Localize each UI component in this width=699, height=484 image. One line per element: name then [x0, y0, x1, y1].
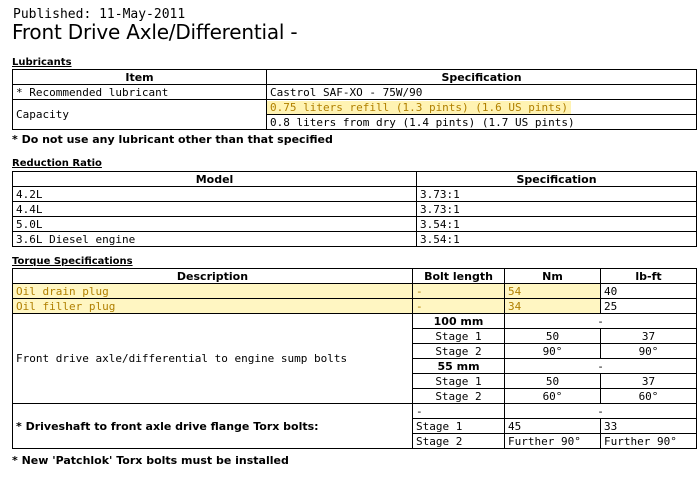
- cell-lbft: 37: [601, 374, 697, 389]
- cell-item: * Recommended lubricant: [13, 85, 267, 100]
- col-header-description: Description: [13, 269, 413, 284]
- cell-model: 4.4L: [13, 202, 417, 217]
- cell-nm: 45: [505, 419, 601, 434]
- cell-bolt-length: 55 mm: [413, 359, 505, 374]
- reduction-table: [12, 171, 697, 247]
- cell-model: 4.2L: [13, 187, 417, 202]
- cell-description: Oil drain plug: [13, 284, 413, 299]
- cell-model: 3.6L Diesel engine: [13, 232, 417, 247]
- table-row: [13, 299, 697, 314]
- cell-dash: -: [505, 359, 697, 374]
- lubricants-table: [12, 69, 697, 130]
- cell-nm: 60°: [505, 389, 601, 404]
- cell-spec: 3.73:1: [417, 187, 697, 202]
- cell-spec: 0.8 liters from dry (1.4 pints) (1.7 US pints): [267, 115, 697, 130]
- cell-stage: Stage 2: [413, 344, 505, 359]
- cell-nm: Further 90°: [505, 434, 601, 449]
- table-row: [13, 404, 697, 419]
- cell-description: Oil filler plug: [13, 299, 413, 314]
- cell-bolt-length: 100 mm: [413, 314, 505, 329]
- col-header-nm: Nm: [505, 269, 601, 284]
- col-header-item: Item: [13, 70, 267, 85]
- table-row: [13, 314, 697, 329]
- cell-model: 5.0L: [13, 217, 417, 232]
- cell-item: Capacity: [13, 100, 267, 130]
- cell-nm: 54: [505, 284, 601, 299]
- lubricant-note: * Do not use any lubricant other than that specified: [12, 133, 333, 146]
- cell-stage: Stage 1: [413, 374, 505, 389]
- cell-spec: [267, 100, 697, 115]
- col-header-lbft: lb-ft: [601, 269, 697, 284]
- cell-bolt-length: -: [413, 284, 505, 299]
- cell-lbft: 37: [601, 329, 697, 344]
- table-row: [13, 85, 697, 100]
- cell-description: * Driveshaft to front axle drive flange Torx bolts:: [13, 404, 413, 449]
- cell-lbft: 25: [601, 299, 697, 314]
- highlighted-capacity: 0.75 liters refill (1.3 pints) (1.6 US pints): [267, 101, 571, 114]
- cell-spec: Castrol SAF-XO - 75W/90: [267, 85, 697, 100]
- cell-stage: Stage 2: [413, 434, 505, 449]
- cell-bolt-length: -: [413, 299, 505, 314]
- table-row: [13, 187, 697, 202]
- col-header-model: Model: [13, 172, 417, 187]
- col-header-bolt-length: Bolt length: [413, 269, 505, 284]
- table-row: [13, 202, 697, 217]
- table-header-row: [13, 172, 697, 187]
- cell-lbft: 90°: [601, 344, 697, 359]
- patchlok-note: * New 'Patchlok' Torx bolts must be installed: [12, 454, 289, 467]
- published-date: Published: 11-May-2011: [13, 7, 186, 22]
- cell-spec: 3.54:1: [417, 217, 697, 232]
- table-row: [13, 217, 697, 232]
- table-row: [13, 284, 697, 299]
- cell-bolt-length: -: [413, 404, 505, 419]
- table-row: [13, 100, 697, 115]
- cell-lbft: 60°: [601, 389, 697, 404]
- cell-description: Front drive axle/differential to engine sump bolts: [13, 314, 413, 404]
- col-header-spec: Specification: [267, 70, 697, 85]
- col-header-spec: Specification: [417, 172, 697, 187]
- cell-stage: Stage 1: [413, 329, 505, 344]
- reduction-heading: Reduction Ratio: [12, 158, 102, 169]
- cell-stage: Stage 2: [413, 389, 505, 404]
- cell-lbft: 33: [601, 419, 697, 434]
- lubricants-heading: Lubricants: [12, 57, 72, 68]
- table-row: [13, 232, 697, 247]
- cell-spec: 3.54:1: [417, 232, 697, 247]
- page-title: Front Drive Axle/Differential -: [12, 20, 298, 44]
- cell-stage: Stage 1: [413, 419, 505, 434]
- torque-heading: Torque Specifications: [12, 256, 133, 267]
- cell-spec: 3.73:1: [417, 202, 697, 217]
- cell-dash: -: [505, 314, 697, 329]
- cell-nm: 90°: [505, 344, 601, 359]
- cell-lbft: Further 90°: [601, 434, 697, 449]
- table-header-row: [13, 70, 697, 85]
- cell-nm: 50: [505, 374, 601, 389]
- cell-lbft: 40: [601, 284, 697, 299]
- cell-dash: -: [505, 404, 697, 419]
- cell-nm: 34: [505, 299, 601, 314]
- table-header-row: [13, 269, 697, 284]
- cell-nm: 50: [505, 329, 601, 344]
- torque-table: [12, 268, 697, 449]
